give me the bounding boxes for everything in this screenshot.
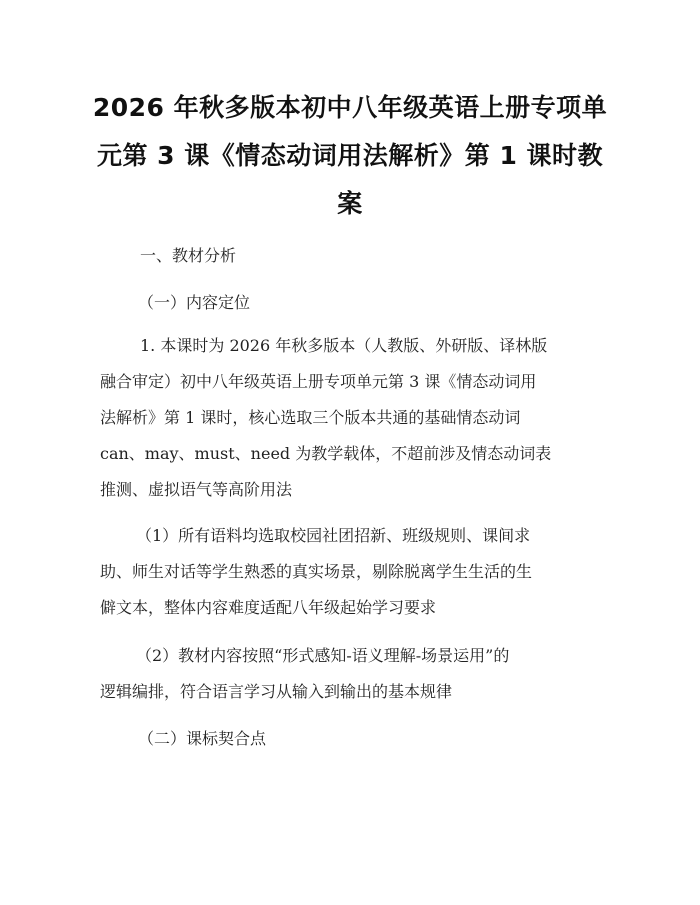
title-line-3: 案: [337, 189, 363, 218]
paragraph-line: （1）所有语料均选取校园社团招新、班级规则、课间求: [136, 526, 531, 545]
subsection-heading-text: （一）内容定位: [138, 293, 251, 312]
paragraph-line: 推测、虚拟语气等高阶用法: [100, 480, 293, 499]
paragraph-line: （2）教材内容按照“形式感知-语义理解-场景运用”的: [136, 646, 510, 665]
paragraph-line: 融合审定）初中八年级英语上册专项单元第 3 课《情态动词用: [100, 372, 537, 391]
paragraph-line: 法解析》第 1 课时，核心选取三个版本共通的基础情态动词: [100, 408, 521, 427]
paragraph-line: can、may、must、need 为教学载体，不超前涉及情态动词表: [100, 444, 552, 463]
subsection-heading-content-positioning: [138, 285, 638, 321]
subsection-heading-curriculum-alignment: [138, 721, 638, 757]
subsection-heading-text: （二）课标契合点: [138, 729, 267, 748]
section-heading-text: 一、教材分析: [140, 246, 237, 265]
paragraph-line: 1. 本课时为 2026 年秋多版本（人教版、外研版、译林版: [140, 336, 548, 355]
point-1-paragraph: [100, 518, 600, 626]
item-1-paragraph: [100, 328, 600, 508]
section-heading-teaching-material-analysis: [140, 238, 640, 274]
paragraph-line: 逻辑编排，符合语言学习从输入到输出的基本规律: [100, 682, 453, 701]
paragraph-line: 助、师生对话等学生熟悉的真实场景，剔除脱离学生生活的生: [100, 562, 533, 581]
point-2-paragraph: [100, 638, 600, 710]
paragraph-line: 僻文本，整体内容难度适配八年级起始学习要求: [100, 598, 437, 617]
title-line-1: 2026 年秋多版本初中八年级英语上册专项单: [92, 93, 608, 122]
document-title: [90, 84, 610, 228]
title-line-2: 元第 3 课《情态动词用法解析》第 1 课时教: [96, 141, 604, 170]
